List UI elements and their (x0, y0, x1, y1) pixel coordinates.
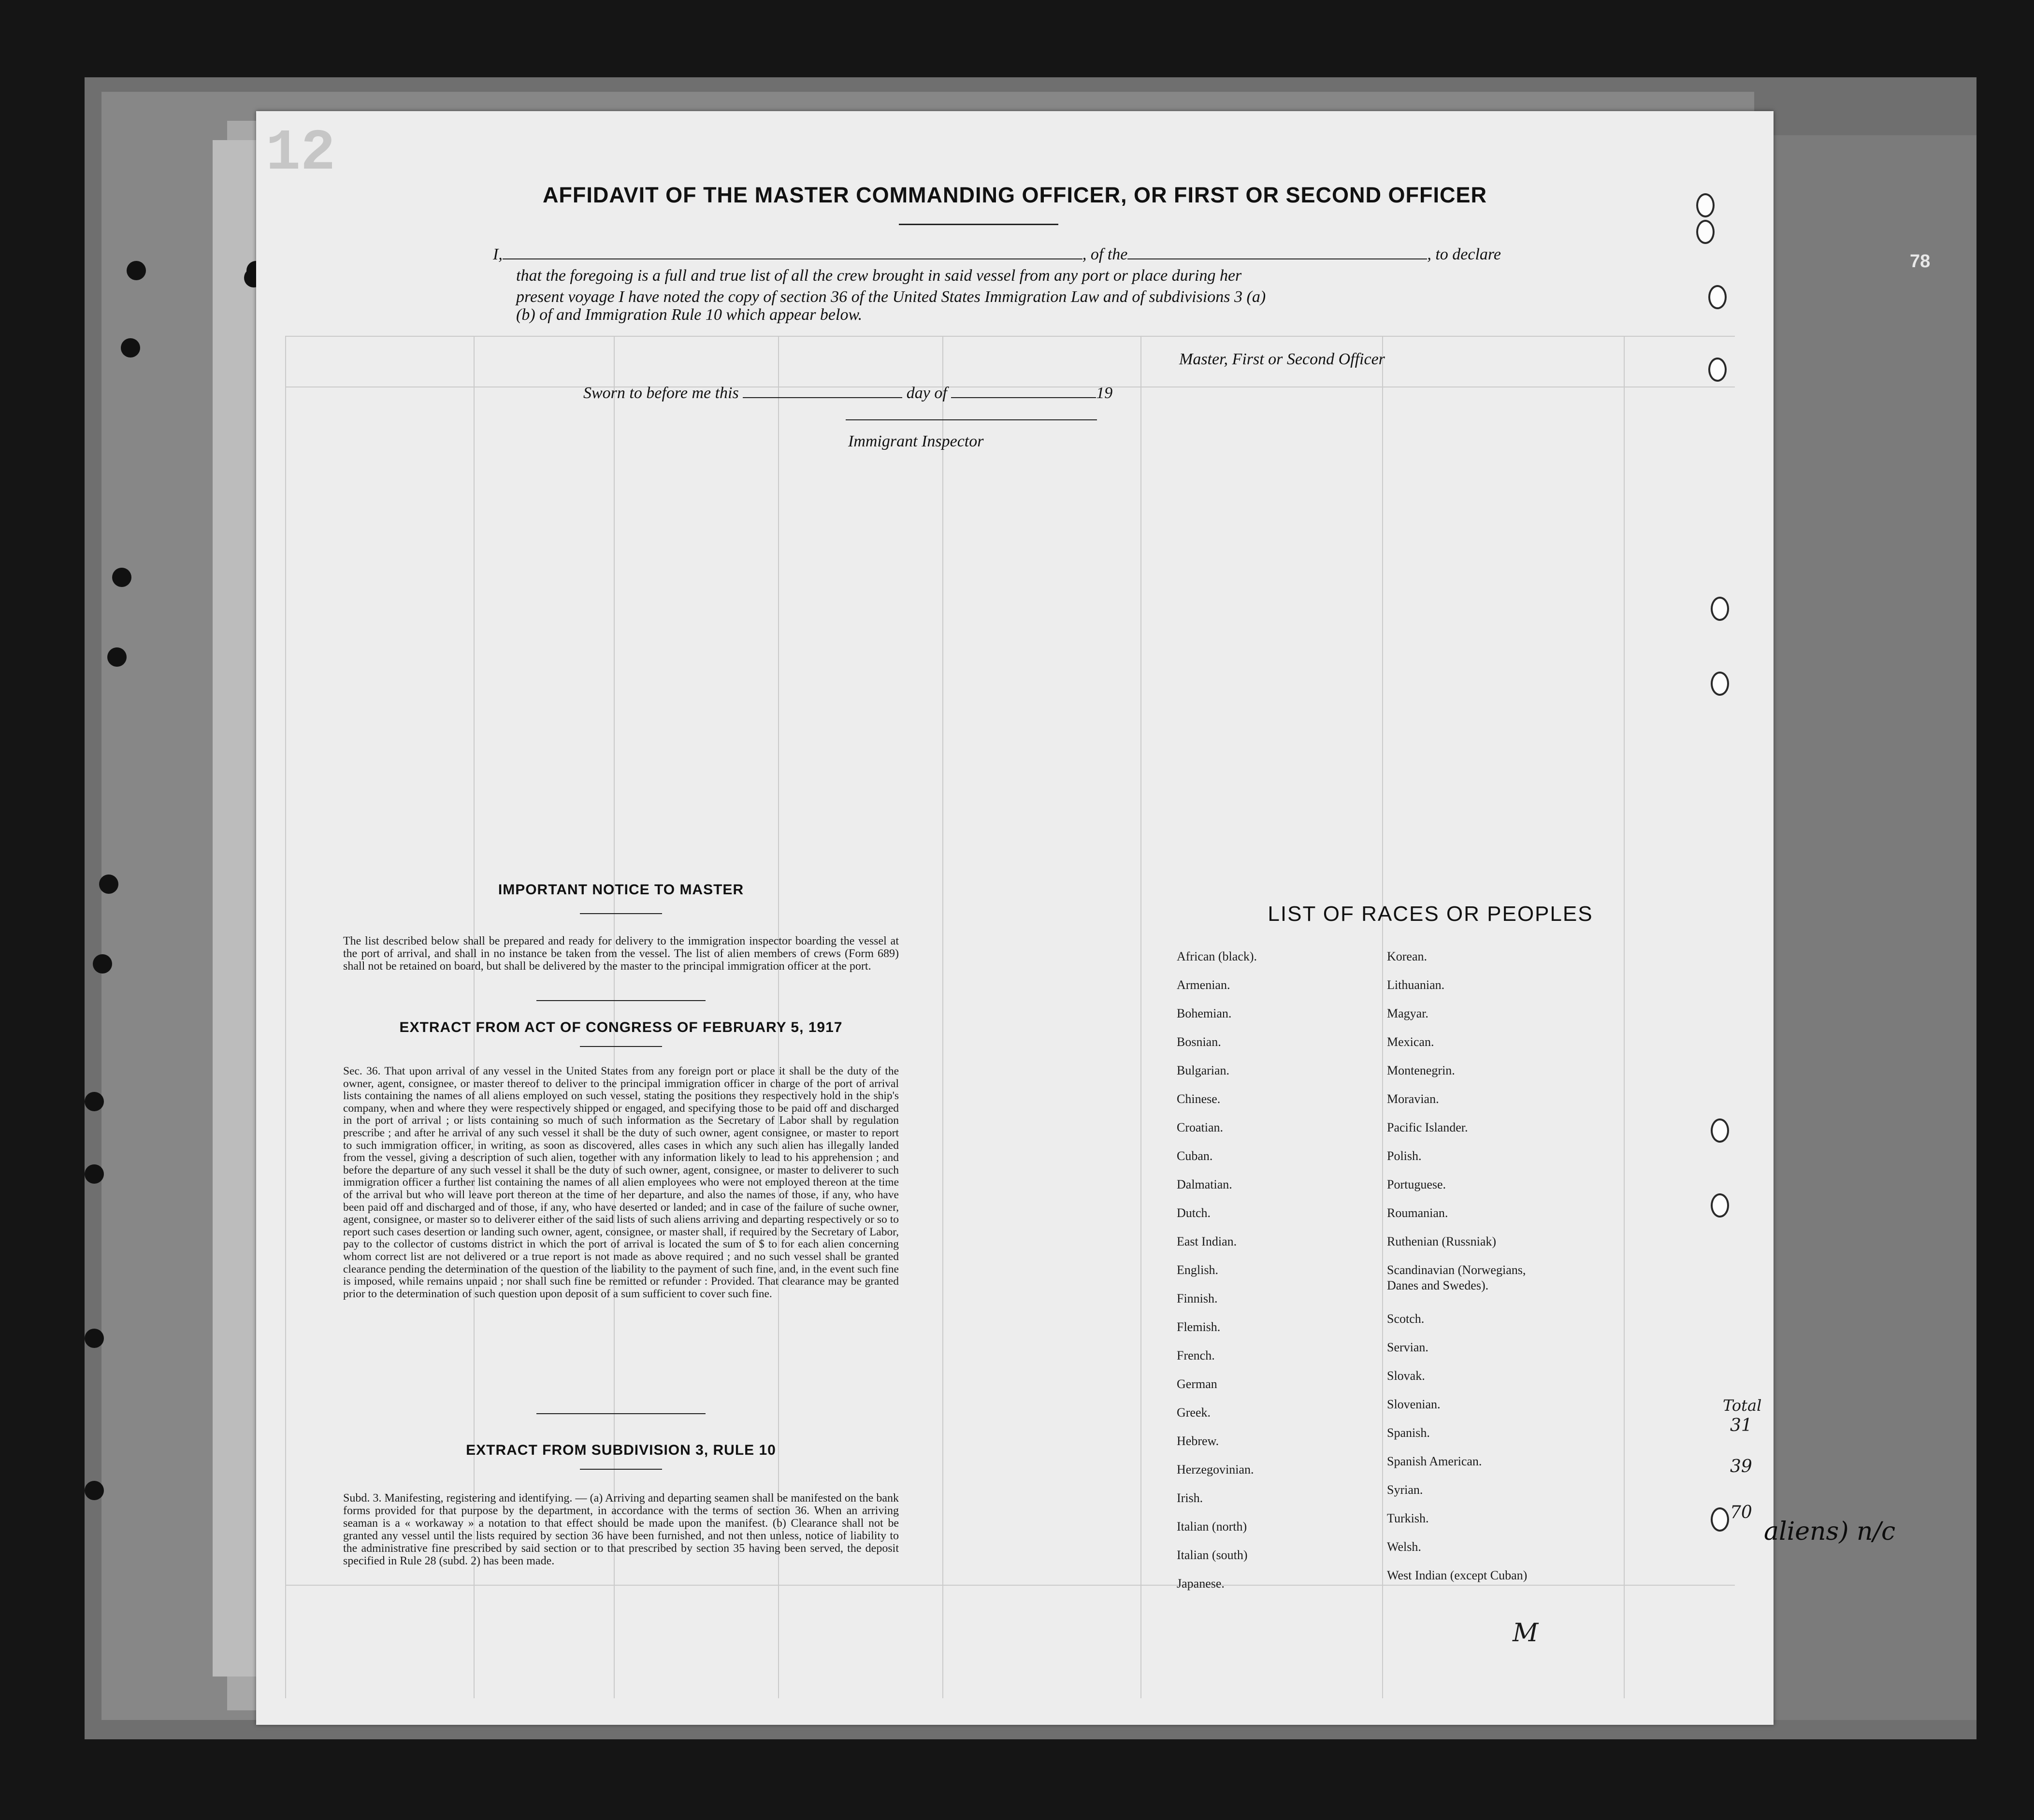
sworn-label: Sworn to before me this (583, 384, 739, 402)
rule-extract-text: Subd. 3. Manifesting, registering and identifying. — (a) Arriving and departing seamen shall be manifested on the bank forms provided for that purpose by the department, in accordance with the terms of section 36. When an arriving seaman is a « workaway » a notation to that effect should be made upon the manifest. (b) Clearance shall not be granted any vessel until the lists required by section 36 have been furnished, and not then unless, notice of liability to the administrative fine prescribed by said section or to that prescribed by section 35 having been served, the deposit specified in Rule 28 (subd. 2) has been made. (343, 1492, 899, 1567)
affidavit-line-2: that the foregoing is a full and true list of all the crew brought in said vessel from any port or place during her (516, 267, 1242, 285)
affidavit-line-3: present voyage I have noted the copy of section 36 of the United States Immigration Law and of subdivisions 3 (a) (516, 288, 1266, 306)
race-item: Lithuanian. (1387, 978, 1445, 992)
act-extract-heading: EXTRACT FROM ACT OF CONGRESS OF FEBRUARY 5, 1917 (399, 1019, 843, 1035)
ghost-table-rule (285, 1585, 1735, 1586)
race-item: Italian (north) (1177, 1519, 1247, 1533)
month-blank (951, 397, 1096, 398)
notice-text: The list described below shall be prepared and ready for delivery to the immigration inspector boarding the vessel at the port of arrival, and shall in no instance be taken from the vessel. The list of alien members of crews (Form 689) shall not be retained on board, but shall be delivered by the master to the principal immigration officer at the port. (343, 935, 899, 973)
act-extract-text: Sec. 36. That upon arrival of any vessel in the United States from any foreign port or place it shall be the duty of the owner, agent, consignee, or master thereof to deliver to the principal immigration officer in charge of the port of arrival lists containing the names of all aliens employed on such vessel, stating the positions they respectively hold in the ship's company, when and where they were respectively shipped or engaged, and specifying those to be paid off and discharged in the port of arrival ; or lists containing so much of such information as the Secretary of Labor shall by regulation prescribe ; and after he arrival of any such vessel it shall be the duty of such owner, agent consignee, or master to report to such immigration officer, in writing, as soon as discovered, alles cases in which any such alien has illegally landed from the vessel, giving a description of such alien, together with any information likely to lead to his apprehension ; and before the departure of any such vessel it shall be the duty of such owner, agent, consignee, or master to deliverer to such immigration officer a further list containing the names of all alien employees who were not employed thereon at the time of the arrival but who will leave port thereon at the time of her departure, and also the names of those, if any, who have been paid off and discharged and of those, if any, who have deserted or landed; and in case of the failure of suche owner, agent, consignee, or master so to deliverer either of the said lists of such aliens arriving and departing respectively or so to report such cases desertion or landing such owner, agent, consignee, or master shall, if required by the Secretary of Labor, pay to the collector of customs district in which the port of arrival is located the sum of $ to for each alien concerning whom correct list are not delivered or a true report is not made as above required ; and no such vessel shall be granted clearance pending the determination of the question of the liability to the payment of such fine, and, in the event such fine is imposed, while remains unpaid ; nor shall such fine be remitted or refunder : Provided. That clearance may be granted prior to the determination of such question upon deposit of a sum sufficient to cover such fine. (343, 1065, 899, 1300)
sworn-line (583, 384, 1112, 402)
race-item: Dutch. (1177, 1206, 1211, 1220)
handwritten-tally-b: 70 (1730, 1503, 1752, 1522)
affidavit-line-1 (493, 245, 1501, 264)
race-item: Dalmatian. (1177, 1177, 1232, 1191)
race-item: Polish. (1387, 1149, 1422, 1163)
race-item: Syrian. (1387, 1483, 1423, 1497)
race-item: Portuguese. (1387, 1177, 1446, 1191)
handwritten-tally-a: 39 (1730, 1457, 1752, 1476)
race-item: English. (1177, 1263, 1218, 1277)
race-item: Finnish. (1177, 1291, 1218, 1305)
race-item: Spanish. (1387, 1426, 1430, 1440)
ghost-table-rule (1140, 336, 1141, 1698)
race-item: Chinese. (1177, 1092, 1221, 1106)
race-item: Bohemian. (1177, 1006, 1232, 1020)
year-label: 19 (1096, 384, 1113, 402)
race-item: Korean. (1387, 949, 1428, 963)
race-item: Spanish American. (1387, 1454, 1482, 1468)
ghost-table-rule (285, 336, 1735, 337)
punch-hole (1708, 285, 1727, 309)
i-label: I, (493, 245, 503, 263)
punch-hole (1711, 672, 1729, 696)
binder-hole (121, 338, 140, 358)
ghost-number: 12 (266, 121, 336, 186)
officer-label: Master, First or Second Officer (1179, 350, 1385, 368)
ghost-table-rule (1624, 336, 1625, 1698)
handwritten-total-label: Total (1723, 1396, 1762, 1415)
affidavit-line-4: (b) of and Immigration Rule 10 which appear below. (516, 306, 863, 324)
race-item: Japanese. (1177, 1576, 1225, 1591)
day-blank (743, 397, 902, 398)
race-item: Armenian. (1177, 978, 1230, 992)
day-of-label: day of (906, 384, 947, 402)
binder-hole (85, 1329, 104, 1348)
to-declare-label: , to declare (1427, 245, 1501, 263)
handwritten-total-value: 31 (1730, 1416, 1752, 1435)
race-item: Montenegrin. (1387, 1063, 1455, 1077)
binder-hole (93, 954, 112, 974)
race-item: Roumanian. (1387, 1206, 1448, 1220)
affidavit-title: AFFIDAVIT OF THE MASTER COMMANDING OFFICER, OR FIRST OR SECOND OFFICER (542, 183, 1487, 207)
vessel-blank (1127, 258, 1427, 259)
race-item: Scotch. (1387, 1312, 1425, 1326)
race-item: Scandinavian (Norwegians, (1387, 1263, 1526, 1277)
punch-hole (1711, 1193, 1729, 1218)
ghost-table-rule (285, 336, 286, 1698)
page-number: 78 (1910, 251, 1931, 272)
punch-hole (1711, 1118, 1729, 1143)
race-item: Pacific Islander. (1387, 1120, 1468, 1134)
ghost-table-rule (1382, 336, 1383, 1698)
race-item: Greek. (1177, 1405, 1211, 1419)
race-item: Cuban. (1177, 1149, 1213, 1163)
race-item: Flemish. (1177, 1320, 1221, 1334)
inspector-signature-line (846, 419, 1097, 420)
rule-extract-rule (580, 1469, 662, 1470)
binder-hole (85, 1481, 104, 1500)
handwritten-initials: M (1513, 1619, 1539, 1648)
binder-hole (99, 874, 118, 894)
race-item: Moravian. (1387, 1092, 1439, 1106)
punch-hole (1711, 597, 1729, 621)
punch-hole (1696, 193, 1715, 217)
race-item: Mexican. (1387, 1035, 1434, 1049)
races-title: LIST OF RACES OR PEOPLES (1268, 902, 1593, 926)
race-item: French. (1177, 1348, 1215, 1362)
race-item: Bulgarian. (1177, 1063, 1230, 1077)
of-the-label: , of the (1082, 245, 1128, 263)
binder-hole (112, 568, 131, 587)
binder-hole (127, 261, 146, 280)
punch-hole (1711, 1507, 1729, 1532)
race-item: Herzegovinian. (1177, 1462, 1254, 1476)
race-item: Bosnian. (1177, 1035, 1221, 1049)
race-item: Hebrew. (1177, 1434, 1219, 1448)
race-item: Croatian. (1177, 1120, 1224, 1134)
inspector-label: Immigrant Inspector (848, 432, 984, 450)
race-item: Turkish. (1387, 1511, 1429, 1525)
race-item: Ruthenian (Russniak) (1387, 1234, 1497, 1248)
race-item: Servian. (1387, 1340, 1428, 1354)
race-item: German (1177, 1377, 1217, 1391)
race-item: East Indian. (1177, 1234, 1237, 1248)
race-item: Italian (south) (1177, 1548, 1248, 1562)
race-item: Magyar. (1387, 1006, 1428, 1020)
act-extract-divider (536, 1413, 706, 1414)
notice-divider (536, 1000, 706, 1001)
ghost-table-rule (942, 336, 943, 1698)
act-extract-rule (580, 1046, 662, 1047)
race-item: Slovenian. (1387, 1397, 1441, 1411)
binder-hole (85, 1092, 104, 1111)
punch-hole (1708, 358, 1727, 382)
race-item: Irish. (1177, 1491, 1203, 1505)
affidavit-sheet (256, 111, 1774, 1725)
title-rule (899, 224, 1058, 225)
notice-heading: IMPORTANT NOTICE TO MASTER (498, 882, 744, 898)
rule-extract-heading: EXTRACT FROM SUBDIVISION 3, RULE 10 (466, 1442, 776, 1458)
race-item: Slovak. (1387, 1369, 1425, 1383)
punch-hole (1696, 220, 1715, 244)
race-item: African (black). (1177, 949, 1257, 963)
handwritten-aliens-note: aliens) n/c (1764, 1517, 1896, 1546)
binder-hole (85, 1164, 104, 1184)
name-blank (503, 258, 1082, 259)
race-item: West Indian (except Cuban) (1387, 1568, 1528, 1582)
race-item: Welsh. (1387, 1540, 1421, 1554)
notice-rule (580, 913, 662, 914)
binder-hole (107, 647, 127, 667)
race-item: Danes and Swedes). (1387, 1278, 1489, 1292)
